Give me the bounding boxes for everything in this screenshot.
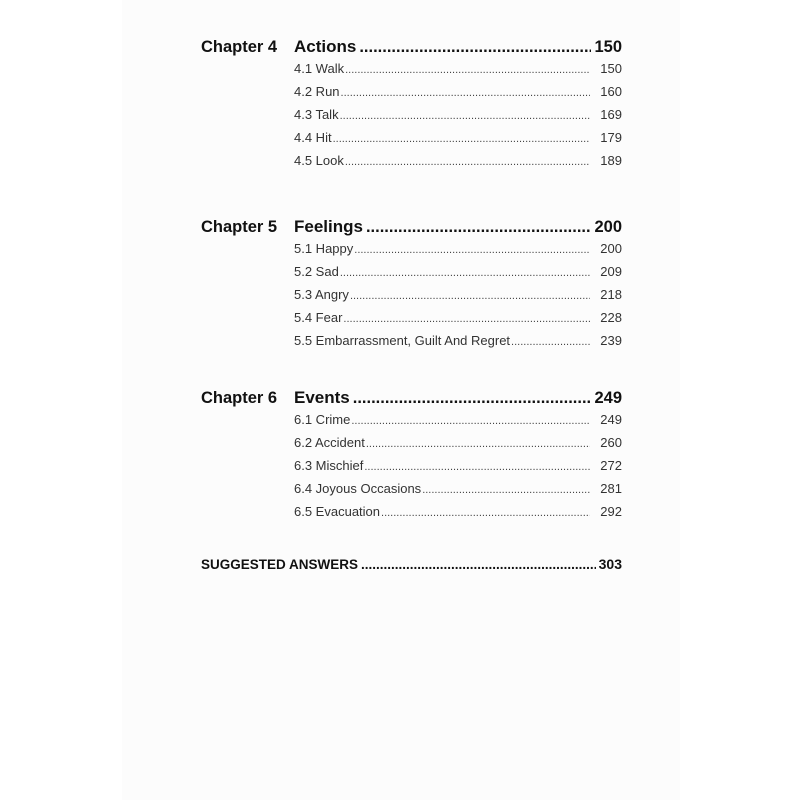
chapter-4-block	[201, 37, 622, 176]
section-page-number: 272	[600, 458, 622, 473]
section-list	[201, 241, 622, 356]
toc-entry	[294, 130, 622, 153]
section-title: 5.5 Embarrassment, Guilt And Regret	[294, 333, 511, 348]
toc-entry	[294, 287, 622, 310]
dot-leader	[333, 133, 590, 145]
section-title: 5.1 Happy	[294, 241, 354, 256]
dot-leader	[353, 389, 592, 408]
section-title: 6.1 Crime	[294, 412, 351, 427]
chapter-label: Chapter 6	[201, 389, 278, 407]
chapter-page-number: 150	[594, 38, 622, 56]
toc-entry	[294, 107, 622, 130]
section-page-number: 179	[600, 130, 622, 145]
dot-leader	[350, 290, 590, 302]
dot-leader	[343, 313, 590, 325]
toc-entry	[294, 153, 622, 176]
toc-entry	[294, 458, 622, 481]
toc-entry	[294, 481, 622, 504]
dot-leader	[351, 415, 590, 427]
chapter-label: Chapter 5	[201, 218, 278, 236]
toc-entry	[294, 504, 622, 527]
section-page-number: 292	[600, 504, 622, 519]
dot-leader	[340, 110, 590, 122]
section-page-number: 160	[600, 84, 622, 99]
chapter-title: Feelings	[294, 217, 363, 236]
dot-leader	[341, 87, 590, 99]
toc-entry	[294, 264, 622, 287]
section-page-number: 239	[600, 333, 622, 348]
dot-leader	[361, 557, 596, 572]
dot-leader	[381, 507, 590, 519]
section-title: 4.3 Talk	[294, 107, 339, 122]
section-title: 4.5 Look	[294, 153, 344, 168]
section-list	[201, 61, 622, 176]
chapter-heading	[201, 388, 622, 410]
dot-leader	[422, 484, 590, 496]
dot-leader	[366, 438, 590, 450]
chapter-heading	[201, 217, 622, 239]
chapter-title: Actions	[294, 37, 357, 56]
section-title: 4.4 Hit	[294, 130, 332, 145]
section-title: 4.2 Run	[294, 84, 340, 99]
section-list	[201, 412, 622, 527]
chapter-page-number: 200	[594, 218, 622, 236]
section-title: 5.3 Angry	[294, 287, 349, 302]
section-title: 6.5 Evacuation	[294, 504, 381, 519]
section-page-number: 281	[600, 481, 622, 496]
section-title: 5.2 Sad	[294, 264, 339, 279]
dot-leader	[366, 218, 592, 237]
chapter-title: Events	[294, 388, 350, 407]
dot-leader	[511, 336, 590, 348]
section-title: 6.2 Accident	[294, 435, 365, 450]
toc-entry	[294, 333, 622, 356]
section-page-number: 169	[600, 107, 622, 122]
dot-leader	[345, 156, 590, 168]
toc-entry	[294, 61, 622, 84]
chapter-page-number: 249	[594, 389, 622, 407]
section-title: 6.4 Joyous Occasions	[294, 481, 422, 496]
toc-entry	[294, 84, 622, 107]
toc-entry	[294, 310, 622, 333]
section-page-number: 189	[600, 153, 622, 168]
section-title: 6.3 Mischief	[294, 458, 364, 473]
toc-entry	[294, 435, 622, 458]
toc-entry	[294, 241, 622, 264]
section-title: 5.4 Fear	[294, 310, 343, 325]
chapter-6-block	[201, 388, 622, 527]
answers-title: SUGGESTED ANSWERS	[201, 557, 359, 572]
section-title: 4.1 Walk	[294, 61, 345, 76]
dot-leader	[345, 64, 590, 76]
section-page-number: 218	[600, 287, 622, 302]
chapter-label: Chapter 4	[201, 38, 278, 56]
dot-leader	[364, 461, 590, 473]
answers-page-number: 303	[598, 556, 622, 572]
chapter-5-block	[201, 217, 622, 356]
section-page-number: 260	[600, 435, 622, 450]
suggested-answers-entry	[201, 556, 622, 572]
section-page-number: 209	[600, 264, 622, 279]
section-page-number: 249	[600, 412, 622, 427]
section-page-number: 150	[600, 61, 622, 76]
chapter-heading	[201, 37, 622, 59]
toc-entry	[294, 412, 622, 435]
dot-leader	[359, 38, 591, 57]
dot-leader	[340, 267, 590, 279]
section-page-number: 200	[600, 241, 622, 256]
dot-leader	[354, 244, 590, 256]
section-page-number: 228	[600, 310, 622, 325]
